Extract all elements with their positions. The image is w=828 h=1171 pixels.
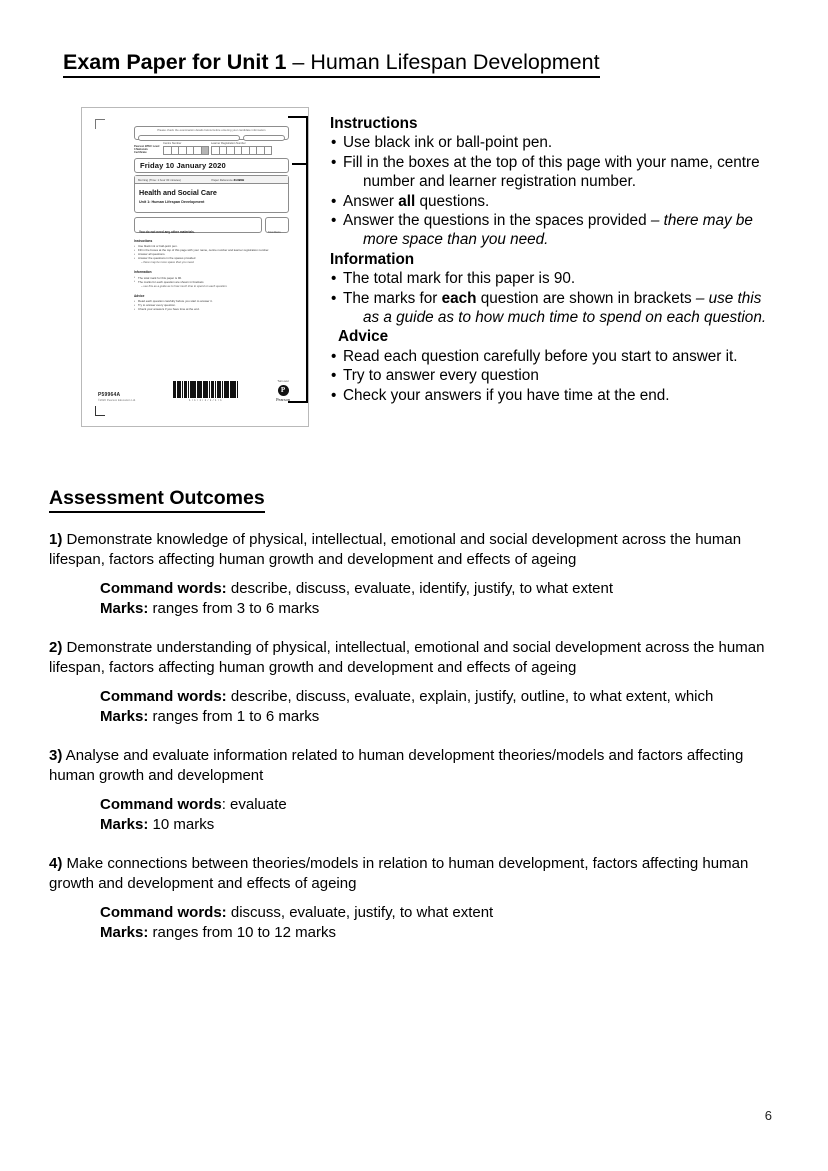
cover-information-subtext: – use this as a guide as to how much time to spend on each question. bbox=[141, 283, 228, 288]
subject-box bbox=[134, 175, 289, 213]
crop-mark-bottom-left-icon bbox=[95, 406, 105, 416]
instruction-item bbox=[330, 192, 800, 211]
exam-time-label: Morning (Time: 1 hour 30 minutes) bbox=[138, 177, 181, 182]
instruction-item bbox=[330, 153, 800, 172]
page-number: 6 bbox=[764, 1108, 772, 1123]
assessment-outcome-item bbox=[49, 746, 774, 835]
instructions-heading: Instructions bbox=[330, 115, 418, 132]
outcome-details bbox=[49, 795, 774, 835]
exam-date: Friday 10 January 2020 bbox=[140, 160, 226, 170]
marks-value: ranges from 10 to 12 marks bbox=[148, 924, 336, 941]
page-edge-tick-top bbox=[288, 116, 306, 118]
barcode-digits: 1/1/1/1/1/1/1 bbox=[189, 399, 224, 402]
outcome-text: Make connections between theories/models in relation to human development, factors affecting human growth and development and effects of ageing bbox=[49, 855, 749, 892]
cover-information-section bbox=[134, 270, 289, 288]
outcome-details bbox=[49, 579, 774, 619]
candidate-details-note: Please check the examination details below before entering your candidate information bbox=[157, 129, 266, 132]
information-continuation: as a guide as to how much time to spend on each question. bbox=[363, 309, 767, 327]
marks-label: Marks: bbox=[100, 600, 149, 617]
marks-value: ranges from 1 to 6 marks bbox=[148, 708, 320, 725]
information-item bbox=[330, 289, 800, 308]
cover-instruction-subtext: – there may be more space than you need. bbox=[141, 260, 195, 264]
cover-advice-item: • Try to answer every question. bbox=[134, 303, 289, 307]
outcome-number: 2) bbox=[49, 639, 63, 656]
page-edge-marker bbox=[306, 116, 308, 403]
centre-number-label: Centre Number bbox=[163, 142, 182, 145]
cover-information-heading: Information bbox=[134, 270, 152, 274]
outcome-statement bbox=[49, 746, 774, 786]
advice-item bbox=[330, 386, 800, 405]
cover-advice-item: • Read each question carefully before you start to answer it. bbox=[134, 299, 289, 303]
outcome-text: Demonstrate understanding of physical, intellectual, emotional and social development across the human lifespan, factors affecting human growth and development and effects of ageing bbox=[49, 639, 765, 676]
number-entry-row bbox=[134, 142, 289, 155]
information-text-post: question are shown in brackets bbox=[476, 289, 696, 307]
outcome-details bbox=[49, 687, 774, 727]
marks-label: Marks: bbox=[100, 924, 149, 941]
materials-row bbox=[134, 217, 289, 233]
total-marks-label: Total Marks bbox=[268, 230, 281, 234]
outcome-number: 4) bbox=[49, 855, 63, 872]
cover-advice-heading: Advice bbox=[134, 293, 145, 298]
cover-instruction-item: • Use black ink or ball-point pen. bbox=[134, 244, 289, 248]
materials-text: You do not need any other materials. bbox=[139, 230, 195, 234]
candidate-surname-field bbox=[138, 135, 240, 141]
instruction-item bbox=[330, 211, 800, 230]
cover-instruction-item: • Fill in the boxes at the top of this page with your name, centre number and learner registration number. bbox=[134, 248, 289, 252]
information-item bbox=[330, 269, 800, 288]
cover-footer bbox=[98, 380, 290, 402]
command-words-value: describe, discuss, evaluate, explain, justify, outline, to what extent, which bbox=[226, 688, 714, 705]
page-title-regular: – Human Lifespan Development bbox=[286, 50, 600, 74]
learner-registration-label: Learner Registration Number bbox=[211, 142, 246, 145]
paper-reference-value: 31490H bbox=[233, 177, 245, 182]
command-words-line bbox=[100, 903, 774, 923]
centre-number-cell-shaded bbox=[201, 146, 210, 155]
page-edge-tick-mid bbox=[292, 163, 306, 165]
outcome-details bbox=[49, 903, 774, 943]
instruction-text-italic: – there may be bbox=[650, 212, 753, 230]
crop-mark-top-left-icon bbox=[95, 119, 105, 129]
paper-reference-label: Paper Reference bbox=[211, 177, 233, 182]
subject-title: Health and Social Care bbox=[139, 188, 217, 197]
information-text-emphasis: each bbox=[441, 289, 477, 307]
instruction-text-emphasis: all bbox=[398, 192, 416, 210]
cover-content bbox=[134, 126, 289, 311]
information-text: The total mark for this paper is 90. bbox=[343, 270, 576, 288]
outcome-statement bbox=[49, 854, 774, 894]
information-heading: Information bbox=[330, 250, 415, 268]
page-edge-tick-bottom bbox=[288, 401, 306, 403]
paper-code bbox=[98, 392, 136, 402]
command-words-label: Command words: bbox=[100, 580, 227, 597]
cover-instruction-item: • Answer the questions in the spaces provided bbox=[134, 256, 289, 260]
marks-line bbox=[100, 599, 774, 619]
marks-value: ranges from 3 to 6 marks bbox=[148, 600, 320, 617]
marks-line bbox=[100, 815, 774, 835]
instruction-text: Use black ink or ball-point pen. bbox=[343, 134, 553, 152]
assessment-outcome-item bbox=[49, 530, 774, 619]
cover-instructions-heading: Instructions bbox=[134, 238, 153, 243]
pearson-logo-icon: P bbox=[278, 385, 289, 396]
learner-registration-group bbox=[211, 142, 271, 155]
information-text-italic: – use this bbox=[695, 289, 762, 307]
learner-reg-cell bbox=[264, 146, 273, 155]
barcode-icon bbox=[173, 381, 239, 398]
command-words-label: Command words: bbox=[100, 904, 227, 921]
page-title-bold: Exam Paper for Unit 1 bbox=[63, 50, 287, 74]
qualification-label: Pearson BTEC Level 3 Nationals Certificate bbox=[134, 144, 160, 155]
command-words-line bbox=[100, 579, 774, 599]
command-words-label: Command words: bbox=[100, 688, 227, 705]
advice-item bbox=[330, 366, 800, 385]
instruction-continuation: more space than you need. bbox=[363, 231, 549, 249]
instruction-continuation: number and learner registration number. bbox=[363, 173, 636, 191]
assessment-outcomes-heading: Assessment Outcomes bbox=[49, 486, 265, 513]
command-words-value: : evaluate bbox=[221, 796, 287, 813]
pearson-wordmark: Pearson bbox=[276, 397, 290, 402]
marks-label: Marks: bbox=[100, 816, 149, 833]
advice-heading: Advice bbox=[338, 328, 389, 346]
command-words-label: Command words bbox=[100, 796, 222, 813]
paper-code-value: P59964A bbox=[98, 392, 121, 398]
outcome-statement bbox=[49, 638, 774, 678]
marks-label: Marks: bbox=[100, 708, 149, 725]
barcode-block bbox=[173, 381, 239, 402]
exam-date-box bbox=[134, 158, 289, 173]
turn-over-label: Turn over bbox=[277, 380, 289, 383]
exam-cover-thumbnail bbox=[81, 107, 309, 427]
command-words-line bbox=[100, 795, 774, 815]
assessment-outcome-item bbox=[49, 638, 774, 727]
advice-text: Try to answer every question bbox=[343, 367, 539, 385]
materials-box bbox=[134, 217, 262, 233]
command-words-line bbox=[100, 687, 774, 707]
assessment-outcome-item bbox=[49, 854, 774, 943]
information-text-pre: The marks for bbox=[343, 289, 442, 307]
page-title bbox=[63, 49, 600, 78]
outcome-text: Analyse and evaluate information related to human development theories/models and factors affecting human growth and development bbox=[49, 747, 744, 784]
cover-advice-item: • Check your answers if you have time at the end. bbox=[134, 307, 289, 311]
instruction-item bbox=[330, 133, 800, 152]
cover-information-item: • The marks for each question are shown in brackets bbox=[134, 280, 289, 284]
cover-advice-section bbox=[134, 294, 289, 312]
advice-text: Read each question carefully before you start to answer it. bbox=[343, 347, 738, 365]
cover-instruction-item: • Answer all questions. bbox=[134, 252, 289, 256]
paper-reference-block bbox=[212, 178, 286, 182]
paper-code-copyright: ©2020 Pearson Education Ltd. bbox=[98, 399, 137, 402]
command-words-value: describe, discuss, evaluate, identify, justify, to what extent bbox=[226, 580, 613, 597]
outcome-statement bbox=[49, 530, 774, 570]
total-marks-box bbox=[265, 217, 289, 233]
other-names-field bbox=[243, 135, 285, 141]
candidate-details-box bbox=[134, 126, 289, 140]
instructions-panel bbox=[330, 114, 800, 405]
cover-information-item: • The total mark for this paper is 90. bbox=[134, 276, 289, 280]
marks-value: 10 marks bbox=[148, 816, 215, 833]
cover-instructions-section bbox=[134, 239, 289, 265]
instruction-text-post: questions. bbox=[415, 192, 490, 210]
outcome-number: 1) bbox=[49, 531, 63, 548]
assessment-outcomes-list bbox=[49, 530, 774, 962]
advice-item bbox=[330, 347, 800, 366]
pearson-branding bbox=[276, 380, 290, 402]
marks-line bbox=[100, 707, 774, 727]
instruction-text-pre: Answer bbox=[343, 192, 399, 210]
outcome-text: Demonstrate knowledge of physical, intellectual, emotional and social development across the human lifespan, factors affecting human growth and development and effects of ageing bbox=[49, 531, 742, 568]
instruction-text-pre: Answer the questions in the spaces provided bbox=[343, 212, 651, 230]
outcome-number: 3) bbox=[49, 747, 63, 764]
advice-text: Check your answers if you have time at the end. bbox=[343, 386, 670, 404]
centre-number-group bbox=[163, 142, 208, 155]
command-words-value: discuss, evaluate, justify, to what extent bbox=[226, 904, 494, 921]
marks-line bbox=[100, 923, 774, 943]
unit-title: Unit 1: Human Lifespan Development bbox=[139, 200, 205, 204]
instruction-text: Fill in the boxes at the top of this page with your name, centre bbox=[343, 153, 760, 171]
